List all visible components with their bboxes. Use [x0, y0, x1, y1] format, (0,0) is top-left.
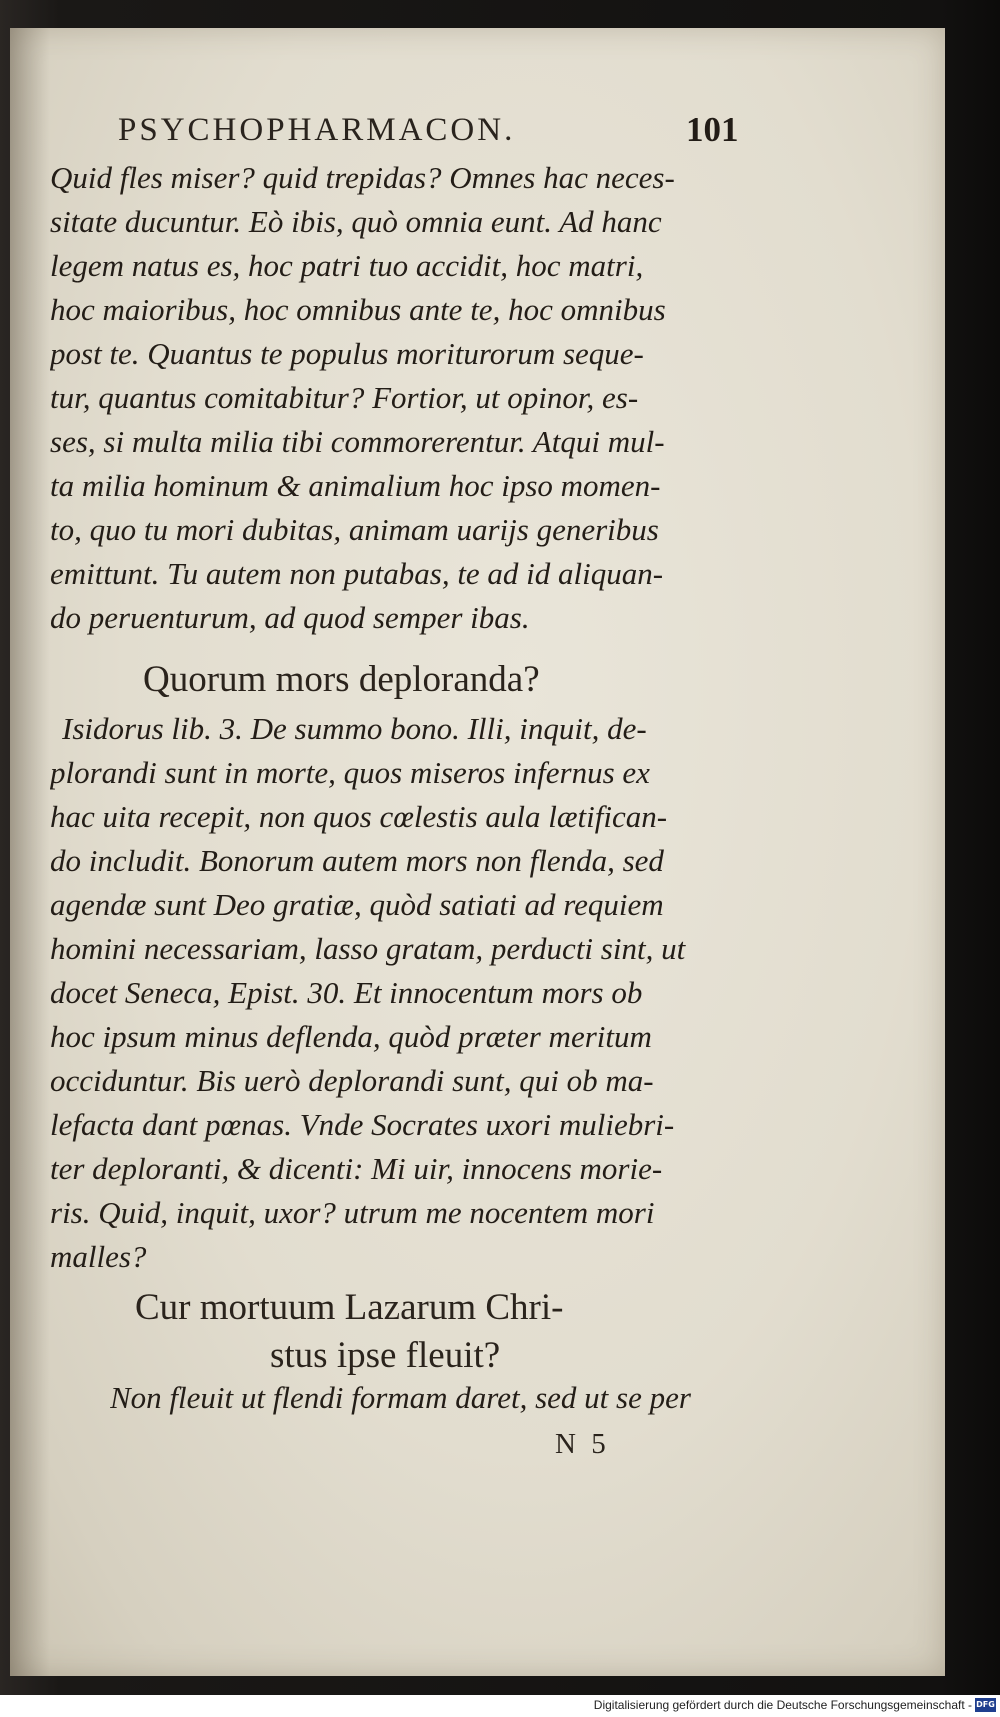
dfg-logo-icon: DFG	[975, 1698, 996, 1712]
text-line: post te. Quantus te populus moriturorum seque-	[50, 336, 644, 371]
text-line: legem natus es, hoc patri tuo accidit, hoc matri,	[50, 248, 644, 283]
text-line: ter deploranti, & dicenti: Mi uir, innocens morie-	[50, 1151, 663, 1186]
text-line: tur, quantus comitabitur? Fortior, ut opinor, es-	[50, 380, 639, 415]
text-line: plorandi sunt in morte, quos miseros infernus ex	[50, 755, 650, 790]
text-line: to, quo tu mori dubitas, animam uarijs generibus	[50, 512, 659, 547]
text-line: ris. Quid, inquit, uxor? utrum me nocentem mori	[50, 1195, 655, 1230]
footer-bar	[0, 1695, 1000, 1717]
section-heading: Quorum mors deploranda?	[143, 659, 540, 700]
text-line: emittunt. Tu autem non putabas, te ad id aliquan-	[50, 556, 664, 591]
text-line: occiduntur. Bis uerò deplorandi sunt, qui ob ma-	[50, 1063, 654, 1098]
section-heading: stus ipse fleuit?	[270, 1335, 501, 1376]
text-line: homini necessariam, lasso gratam, perducti sint, ut	[50, 931, 686, 966]
text-line: lefacta dant pœnas. Vnde Socrates uxori muliebri-	[50, 1107, 675, 1142]
text-line: hoc maioribus, hoc omnibus ante te, hoc omnibus	[50, 292, 666, 327]
text-line: ta milia hominum & animalium hoc ipso momen-	[50, 468, 661, 503]
running-head: PSYCHOPHARMACON.	[118, 112, 516, 148]
text-line: Quid fles miser? quid trepidas? Omnes hac neces-	[50, 160, 675, 195]
page-number: 101	[686, 110, 739, 149]
text-line: hoc ipsum minus deflenda, quòd præter meritum	[50, 1019, 652, 1054]
gutter-shadow	[10, 28, 50, 1676]
text-line: ses, si multa milia tibi commorerentur. Atqui mul-	[50, 424, 665, 459]
text-line: malles?	[50, 1239, 147, 1274]
text-line: sitate ducuntur. Eò ibis, quò omnia eunt. Ad hanc	[50, 204, 662, 239]
text-line: do includit. Bonorum autem mors non flenda, sed	[50, 843, 664, 878]
text-line: hac uita recepit, non quos cœlestis aula lætifican-	[50, 799, 668, 834]
signature-mark: N 5	[555, 1428, 610, 1460]
text-line: docet Seneca, Epist. 30. Et innocentum mors ob	[50, 975, 643, 1010]
footer-credit: Digitalisierung gefördert durch die Deutsche Forschungsgemeinschaft -	[593, 1698, 972, 1712]
text-line: agendæ sunt Deo gratiæ, quòd satiati ad requiem	[50, 887, 664, 922]
text-line: Isidorus lib. 3. De summo bono. Illi, inquit, de-	[62, 711, 647, 746]
text-line: Non fleuit ut flendi formam daret, sed ut se per	[110, 1380, 691, 1415]
text-line: do peruenturum, ad quod semper ibas.	[50, 600, 530, 635]
section-heading: Cur mortuum Lazarum Chri-	[135, 1287, 564, 1328]
